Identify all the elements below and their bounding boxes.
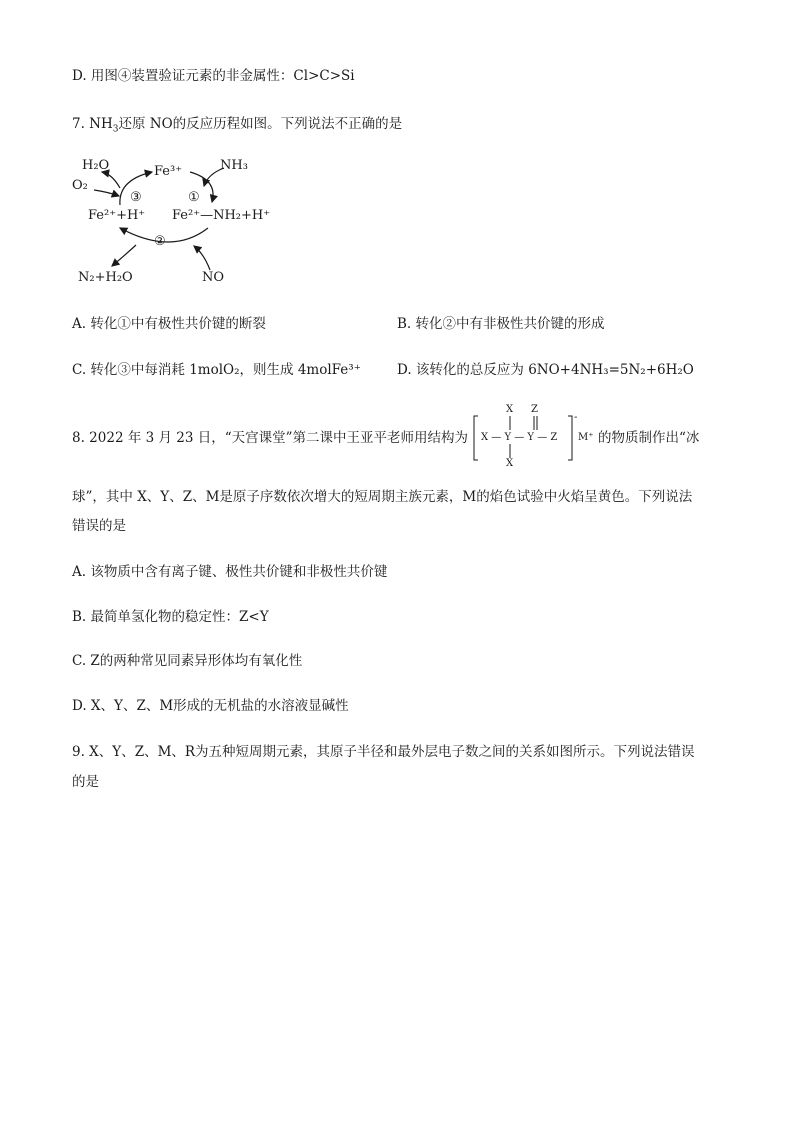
- q9-stem-line2: 的是: [72, 774, 99, 790]
- arrow-h2o-out: [102, 172, 120, 188]
- q7-option-a: A. 转化①中有极性共价键的断裂: [72, 316, 266, 332]
- arrow-o2-in: [94, 190, 119, 196]
- label-right-species: Fe²⁺—NH₂+H⁺: [172, 208, 271, 223]
- label-no: NO: [202, 270, 225, 285]
- formula-x-bottom: X: [506, 458, 514, 469]
- formula-x-top: X: [506, 404, 514, 415]
- q8-structural-formula: [472, 404, 594, 470]
- q8-option-b: B. 最简单氢化物的稳定性：Z<Y: [72, 609, 269, 625]
- q7-stem: [72, 114, 402, 134]
- q8-stem-part1: 8. 2022 年 3 月 23 日，“天宫课堂”第二课中王亚平老师用结构为: [72, 430, 469, 446]
- arrow-no-in: [194, 246, 210, 270]
- q8-stem-line3: 错误的是: [72, 518, 126, 534]
- formula-z-top: Z: [531, 404, 538, 415]
- label-o2: O₂: [72, 178, 88, 193]
- label-n2-h2o: N₂+H₂O: [78, 270, 133, 285]
- formula-charge: -: [574, 412, 578, 423]
- arrow-n2-out: [112, 245, 136, 266]
- q6-option-d: D. 用图④装置验证元素的非金属性：Cl>C>Si: [72, 68, 355, 84]
- q7-stem-sub: 3: [112, 124, 119, 135]
- reaction-cycle-diagram: [72, 150, 302, 300]
- q7-option-c: C. 转化③中每消耗 1molO₂，则生成 4molFe³⁺: [72, 362, 361, 378]
- formula-chain: X — Y — Y — Z: [481, 432, 558, 443]
- label-nh3: NH₃: [220, 158, 248, 173]
- right-bracket: [568, 416, 572, 460]
- formula-cation: M⁺: [578, 432, 594, 443]
- label-left-species: Fe²⁺+H⁺: [88, 208, 146, 223]
- q7-stem-rest: 还原 NO的反应历程如图。下列说法不正确的是: [118, 116, 403, 132]
- label-fe3: Fe³⁺: [154, 164, 183, 179]
- q8-option-a: A. 该物质中含有离子键、极性共价键和非极性共价键: [72, 564, 388, 580]
- q8-option-d: D. X、Y、Z、M形成的无机盐的水溶液显碱性: [72, 698, 349, 714]
- q8-stem-part2: 的物质制作出“冰: [598, 430, 700, 446]
- q7-option-d: D. 该转化的总反应为 6NO+4NH₃=5N₂+6H₂O: [397, 362, 694, 378]
- q9-stem-line1: 9. X、Y、Z、M、R为五种短周期元素，其原子半径和最外层电子数之间的关系如图所示。下列说法错误: [72, 744, 695, 760]
- label-h2o: H₂O: [82, 158, 110, 173]
- left-bracket: [474, 416, 478, 460]
- q8-option-c: C. Z的两种常见同素异形体均有氧化性: [72, 653, 303, 669]
- q8-stem-line2: 球”，其中 X、Y、Z、M是原子序数依次增大的短周期主族元素，M的焰色试验中火焰呈黄色。下列说法: [72, 489, 693, 505]
- step2-marker: ②: [154, 234, 166, 249]
- step1-marker: ①: [188, 190, 200, 205]
- q7-stem-prefix: 7. NH: [72, 116, 113, 132]
- q7-option-b: B. 转化②中有非极性共价键的形成: [397, 316, 605, 332]
- step3-marker: ③: [130, 190, 142, 205]
